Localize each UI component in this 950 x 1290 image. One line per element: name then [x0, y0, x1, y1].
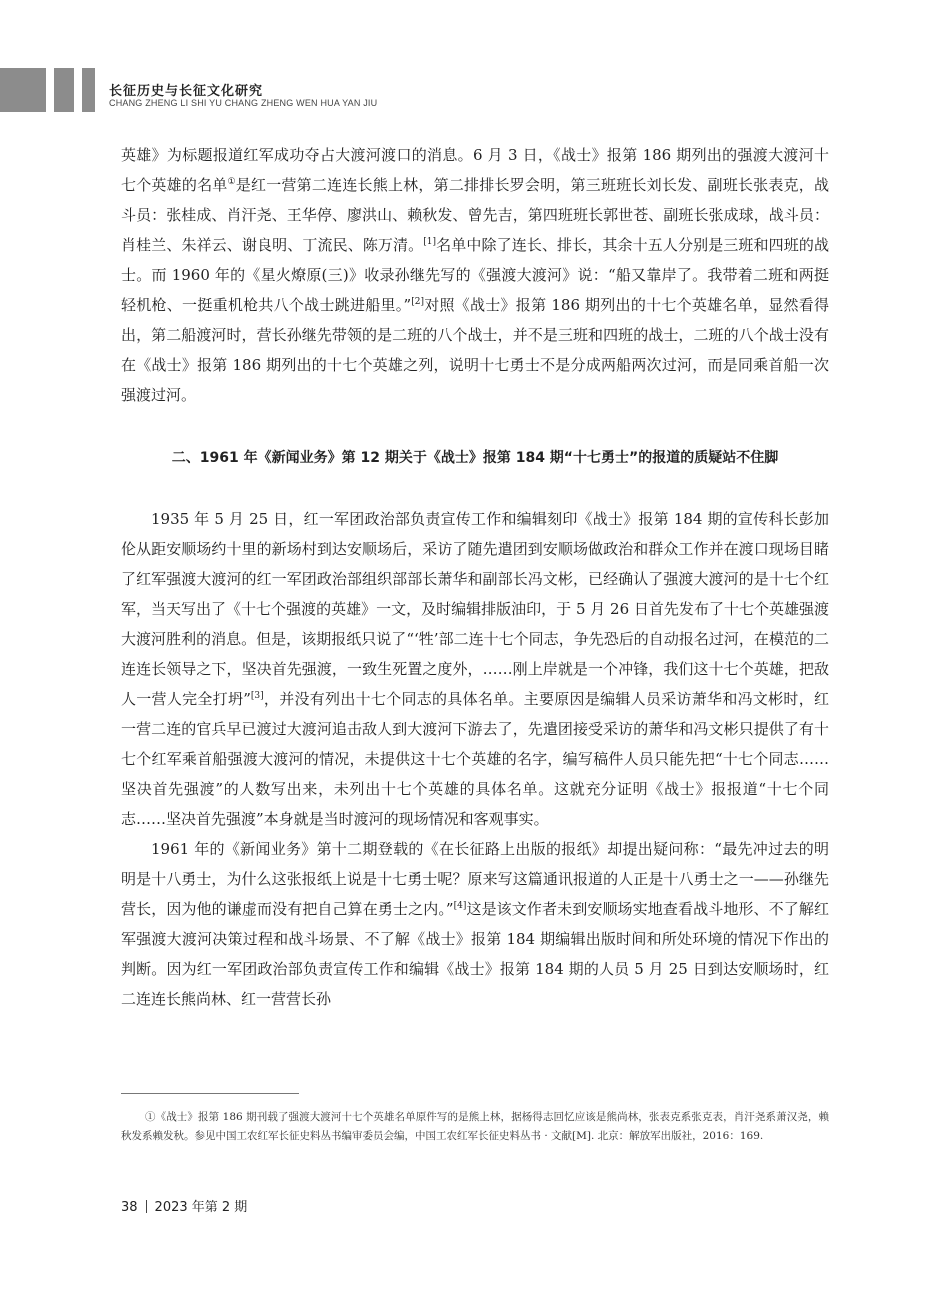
paragraph-3: 1961 年的《新闻业务》第十二期登载的《在长征路上出版的报纸》却提出疑问称：“最先冲过去的明明是十八勇士，为什么这张报纸上说是十七勇士呢？原来写这篇通讯报道的人正是十八勇士之一——孙继先营长，因为他的谦虚而没有把自己算在勇士之内。”[4]这是该文作者未到安顺场实地查看战斗地形、不了解红军强渡大渡河决策过程和战斗场景、不了解《战士》报第 184 期编辑出版时间和所处环境的情况下作出的判断。因为红一军团政治部负责宣传工作和编辑《战士》报第 184 期的人员 5 月 25 日到达安顺场时，红二连连长熊尚林、红一营营长孙	[121, 840, 829, 1008]
citation-3[interactable]: [3]	[250, 691, 264, 701]
paragraph-1: 英雄》为标题报道红军成功夺占大渡河渡口的消息。6 月 3 日，《战士》报第 186 期列出的强渡大渡河十七个英雄的名单①是红一营第二连连长熊上林，第二排排长罗会明，第三班班长刘长发、副班长张表克，战斗员：张桂成、肖汗尧、王华停、廖洪山、赖秋发、曾先吉，第四班班长郭世苍、副班长张成球，战斗员：肖桂兰、朱祥云、谢良明、丁流民、陈万清。[1]名单中除了连长、排长，其余十五人分别是三班和四班的战士。而 1960 年的《星火燎原(三)》收录孙继先写的《强渡大渡河》说：“船又靠岸了。我带着二班和两挺轻机枪、一挺重机枪共八个战士跳进船里。”[2]对照《战士》报第 186 期列出的十七个英雄名单，显然看得出，第二船渡河时，营长孙继先带领的是二班的八个战士，并不是三班和四班的战士，二班的八个战士没有在《战士》报第 186 期列出的十七个英雄之列，说明十七勇士不是分成两船两次过河，而是同乘首船一次强渡过河。	[121, 146, 830, 404]
footnote-marker[interactable]: ①	[227, 177, 236, 187]
footnote: ①《战士》报第 186 期刊载了强渡大渡河十七个英雄名单原件写的是熊上林，据杨得志回忆应该是熊尚林，张表克系张克表，肖汗尧系萧汉尧，赖秋发系赖发秋。参见中国工农红军长征史料丛书编审委员会编，中国工农红军长征史料丛书 · 文献[M]. 北京：解放军出版社，2016：169.	[121, 1111, 829, 1142]
header-bar-large	[0, 68, 46, 112]
folio-separator	[146, 1200, 147, 1213]
citation-2[interactable]: [2]	[411, 297, 424, 307]
section-heading: 二、1961 年《新闻业务》第 12 期关于《战士》报第 184 期“十七勇士”的报道的质疑站不住脚	[171, 450, 779, 466]
citation-1[interactable]: [1]	[423, 237, 437, 247]
issue-label: 2023 年第 2 期	[154, 1200, 248, 1215]
citation-4[interactable]: [4]	[453, 901, 467, 911]
page-folio	[121, 1196, 247, 1215]
header-bar-medium	[54, 68, 74, 112]
article-body	[121, 140, 829, 1014]
paragraph-2: 1935 年 5 月 25 日，红一军团政治部负责宣传工作和编辑刻印《战士》报第 184 期的宣传科长彭加伦从距安顺场约十里的新场村到达安顺场后，采访了随先遣团到安顺场做政治和群众工作并在渡口现场目睹了红军强渡大渡河的红一军团政治部组织部部长萧华和副部长冯文彬，已经确认了强渡大渡河的是十七个红军，当天写出了《十七个强渡的英雄》一文，及时编辑排版油印，于 5 月 26 日首先发布了十七个英雄强渡大渡河胜利的消息。但是，该期报纸只说了“‘牲’部二连十七个同志，争先恐后的自动报名过河，在模范的二连连长领导之下，坚决首先强渡，一致生死置之度外，……刚上岸就是一个冲锋，我们这十七个英雄，把敌人一营人完全打坍”[3]，并没有列出十七个同志的具体名单。主要原因是编辑人员采访萧华和冯文彬时，红一营二连的官兵早已渡过大渡河追击敌人到大渡河下游去了，先遣团接受采访的萧华和冯文彬只提供了有十七个红军乘首船强渡大渡河的情况，未提供这十七个英雄的名字，编写稿件人员只能先把“十七个同志……坚决首先强渡”的人数写出来，未列出十七个英雄的具体名单。这就充分证明《战士》报报道“十七个同志……坚决首先强渡”本身就是当时渡河的现场情况和客观事实。	[121, 510, 829, 828]
page-number: 38	[121, 1200, 138, 1215]
journal-pinyin: CHANG ZHENG LI SHI YU CHANG ZHENG WEN HUA YAN JIU	[109, 98, 378, 108]
journal-title: 长征历史与长征文化研究	[109, 84, 264, 99]
footnote-divider	[121, 1093, 299, 1094]
header-bar-small	[82, 68, 95, 112]
